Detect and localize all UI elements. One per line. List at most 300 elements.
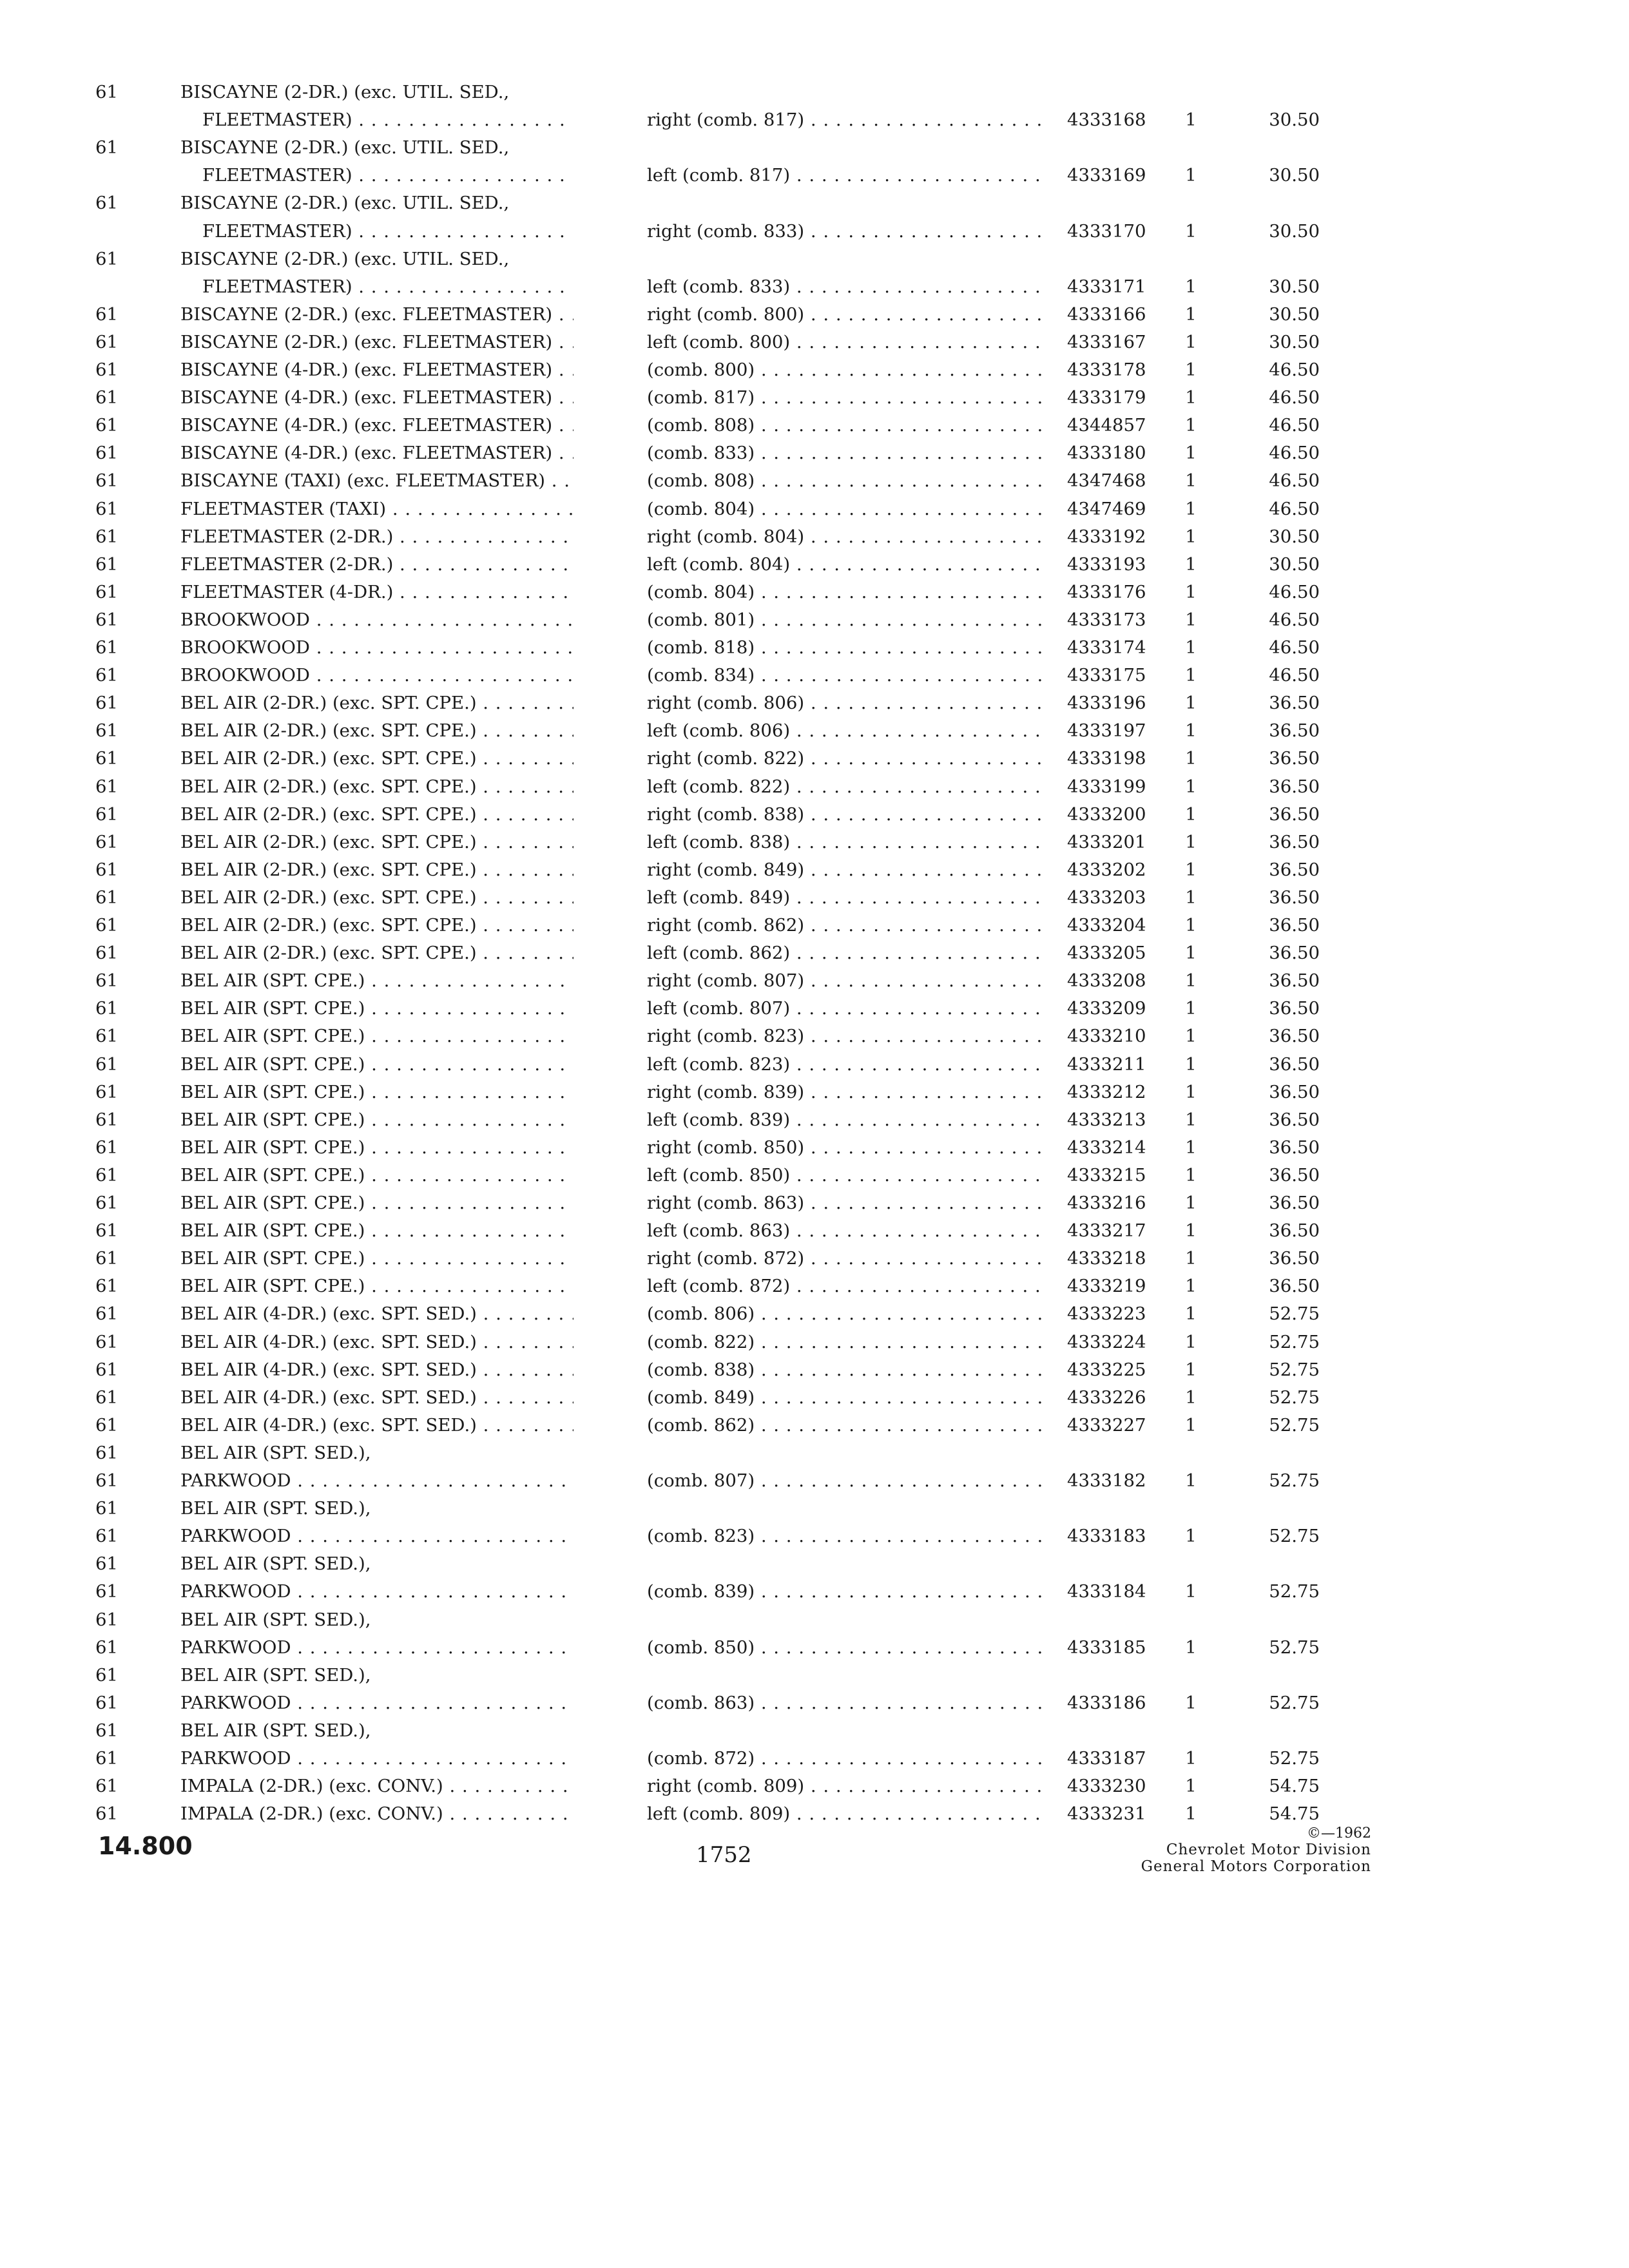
- price-cell: 46.50: [1269, 360, 1320, 380]
- description-cell: (comb. 817) . . .: [647, 384, 1041, 412]
- quantity-cell: 1: [1185, 1053, 1197, 1075]
- part-number-cell: 4333180: [1067, 443, 1146, 464]
- year-cell: 61: [95, 1387, 118, 1408]
- model-cell: BISCAYNE (4-DR.) (exc. FLEETMASTER) . . .: [180, 439, 574, 467]
- model-cell: BEL AIR (2-DR.) (exc. SPT. CPE.) . . .: [180, 912, 574, 939]
- quantity-cell: 1: [1185, 1776, 1197, 1797]
- price-cell: 46.50: [1269, 665, 1320, 686]
- model-cell: FLEETMASTER) . . .: [180, 162, 574, 189]
- table-row: [0, 773, 1629, 801]
- price-cell: 36.50: [1269, 1081, 1320, 1102]
- year-cell: 61: [95, 193, 118, 214]
- price-cell: 36.50: [1269, 1220, 1320, 1242]
- part-number-cell: 4333167: [1067, 331, 1146, 352]
- model-cell: BEL AIR (2-DR.) (exc. SPT. CPE.) . . .: [180, 801, 574, 829]
- table-row: [0, 218, 1629, 245]
- part-number-cell: 4333205: [1067, 943, 1146, 964]
- year-cell: 61: [95, 360, 118, 380]
- part-number-cell: 4347469: [1067, 498, 1146, 519]
- year-cell: 61: [95, 1193, 118, 1213]
- part-number-cell: 4333197: [1067, 720, 1146, 742]
- model-cell: BEL AIR (SPT. SED.),: [180, 1609, 371, 1630]
- model-cell: PARKWOOD . . .: [180, 1523, 574, 1550]
- quantity-cell: 1: [1185, 415, 1197, 436]
- model-cell: FLEETMASTER (4-DR.) . . .: [180, 579, 574, 606]
- table-row: [0, 884, 1629, 912]
- price-cell: 52.75: [1269, 1692, 1320, 1713]
- table-row: [0, 1550, 1629, 1578]
- quantity-cell: 1: [1185, 1220, 1197, 1242]
- year-cell: 61: [95, 943, 118, 964]
- quantity-cell: 1: [1185, 748, 1197, 769]
- table-row: [0, 939, 1629, 967]
- model-cell: BISCAYNE (TAXI) (exc. FLEETMASTER) . . .: [180, 467, 574, 495]
- price-cell: 54.75: [1269, 1803, 1320, 1825]
- table-row: [0, 1578, 1629, 1606]
- price-cell: 36.50: [1269, 915, 1320, 936]
- quantity-cell: 1: [1185, 1692, 1197, 1713]
- year-cell: 61: [95, 1220, 118, 1242]
- model-cell: BEL AIR (SPT. SED.),: [180, 1553, 371, 1575]
- part-number-cell: 4333211: [1067, 1053, 1146, 1075]
- part-number-cell: 4333225: [1067, 1359, 1146, 1380]
- model-cell: BEL AIR (SPT. CPE.) . . .: [180, 1162, 574, 1189]
- description-cell: right (comb. 849) . . .: [647, 856, 1041, 884]
- year-cell: 61: [95, 553, 118, 575]
- year-cell: 61: [95, 1609, 118, 1630]
- part-number-cell: 4333214: [1067, 1137, 1146, 1158]
- year-cell: 61: [95, 1026, 118, 1047]
- description-cell: right (comb. 863) . . .: [647, 1189, 1041, 1217]
- year-cell: 61: [95, 887, 118, 908]
- quantity-cell: 1: [1185, 1109, 1197, 1130]
- year-cell: 61: [95, 915, 118, 936]
- price-cell: 36.50: [1269, 1109, 1320, 1130]
- price-cell: 36.50: [1269, 998, 1320, 1019]
- quantity-cell: 1: [1185, 970, 1197, 992]
- model-cell: IMPALA (2-DR.) (exc. CONV.) . . .: [180, 1773, 574, 1800]
- description-cell: (comb. 808) . . .: [647, 467, 1041, 495]
- price-cell: 46.50: [1269, 470, 1320, 492]
- publisher-division: Chevrolet Motor Division: [1166, 1841, 1371, 1858]
- model-cell: BISCAYNE (2-DR.) (exc. FLEETMASTER) . . .: [180, 329, 574, 356]
- description-cell: (comb. 807) . . .: [647, 1467, 1041, 1495]
- description-cell: right (comb. 823) . . .: [647, 1023, 1041, 1050]
- quantity-cell: 1: [1185, 1359, 1197, 1380]
- year-cell: 61: [95, 720, 118, 742]
- copyright-notice: ©—1962: [1307, 1825, 1371, 1841]
- year-cell: 61: [95, 1526, 118, 1547]
- description-cell: left (comb. 823) . . .: [647, 1051, 1041, 1079]
- quantity-cell: 1: [1185, 1470, 1197, 1491]
- table-row: [0, 1079, 1629, 1106]
- quantity-cell: 1: [1185, 859, 1197, 880]
- description-cell: left (comb. 804) . . .: [647, 551, 1041, 579]
- price-cell: 36.50: [1269, 887, 1320, 908]
- year-cell: 61: [95, 1164, 118, 1186]
- model-cell: BEL AIR (SPT. CPE.) . . .: [180, 1245, 574, 1273]
- year-cell: 61: [95, 1081, 118, 1102]
- table-row: [0, 967, 1629, 995]
- part-number-cell: 4333186: [1067, 1692, 1146, 1713]
- model-cell: BROOKWOOD . . .: [180, 662, 574, 689]
- model-cell: IMPALA (2-DR.) (exc. CONV.) . . .: [180, 1800, 574, 1828]
- part-number-cell: 4333227: [1067, 1414, 1146, 1436]
- model-cell: BEL AIR (2-DR.) (exc. SPT. CPE.) . . .: [180, 856, 574, 884]
- description-cell: right (comb. 850) . . .: [647, 1134, 1041, 1162]
- model-cell: BEL AIR (2-DR.) (exc. SPT. CPE.) . . .: [180, 773, 574, 801]
- table-row: [0, 273, 1629, 301]
- part-number-cell: 4333212: [1067, 1081, 1146, 1102]
- model-cell: FLEETMASTER) . . .: [180, 218, 574, 245]
- quantity-cell: 1: [1185, 331, 1197, 352]
- model-cell: BISCAYNE (4-DR.) (exc. FLEETMASTER) . . .: [180, 356, 574, 384]
- table-row: [0, 1245, 1629, 1273]
- model-cell: BEL AIR (2-DR.) (exc. SPT. CPE.) . . .: [180, 689, 574, 717]
- part-number-cell: 4333179: [1067, 387, 1146, 408]
- model-cell: BEL AIR (SPT. SED.),: [180, 1442, 371, 1463]
- table-row: [0, 745, 1629, 773]
- price-cell: 36.50: [1269, 748, 1320, 769]
- quantity-cell: 1: [1185, 1748, 1197, 1769]
- table-row: [0, 1106, 1629, 1134]
- year-cell: 61: [95, 1581, 118, 1602]
- year-cell: 61: [95, 1720, 118, 1741]
- table-row: [0, 551, 1629, 579]
- table-row: [0, 79, 1629, 106]
- description-cell: right (comb. 800) . . .: [647, 301, 1041, 329]
- year-cell: 61: [95, 1498, 118, 1519]
- description-cell: left (comb. 817) . . .: [647, 162, 1041, 189]
- year-cell: 61: [95, 609, 118, 630]
- price-cell: 36.50: [1269, 831, 1320, 852]
- description-cell: (comb. 804) . . .: [647, 495, 1041, 523]
- description-cell: (comb. 849) . . .: [647, 1384, 1041, 1412]
- year-cell: 61: [95, 970, 118, 992]
- quantity-cell: 1: [1185, 387, 1197, 408]
- model-cell: BEL AIR (2-DR.) (exc. SPT. CPE.) . . .: [180, 829, 574, 856]
- quantity-cell: 1: [1185, 360, 1197, 380]
- description-cell: left (comb. 839) . . .: [647, 1106, 1041, 1134]
- table-row: [0, 1189, 1629, 1217]
- quantity-cell: 1: [1185, 1581, 1197, 1602]
- part-number-cell: 4333175: [1067, 665, 1146, 686]
- quantity-cell: 1: [1185, 803, 1197, 825]
- price-cell: 36.50: [1269, 1276, 1320, 1297]
- model-cell: BEL AIR (2-DR.) (exc. SPT. CPE.) . . .: [180, 745, 574, 773]
- year-cell: 61: [95, 1053, 118, 1075]
- part-number-cell: 4333218: [1067, 1248, 1146, 1269]
- table-row: [0, 829, 1629, 856]
- description-cell: (comb. 806) . . .: [647, 1300, 1041, 1328]
- table-row: [0, 1023, 1629, 1050]
- year-cell: 61: [95, 776, 118, 797]
- year-cell: 61: [95, 1442, 118, 1463]
- part-number-cell: 4333201: [1067, 831, 1146, 852]
- price-cell: 52.75: [1269, 1470, 1320, 1491]
- part-number-cell: 4333226: [1067, 1387, 1146, 1408]
- price-cell: 30.50: [1269, 526, 1320, 547]
- table-row: [0, 995, 1629, 1023]
- price-cell: 36.50: [1269, 1137, 1320, 1158]
- part-number-cell: 4333183: [1067, 1526, 1146, 1547]
- model-cell: BISCAYNE (2-DR.) (exc. UTIL. SED.,: [180, 137, 510, 159]
- part-number-cell: 4333213: [1067, 1109, 1146, 1130]
- model-cell: BEL AIR (4-DR.) (exc. SPT. SED.) . . .: [180, 1412, 574, 1439]
- year-cell: 61: [95, 1276, 118, 1297]
- table-row: [0, 1495, 1629, 1523]
- price-cell: 36.50: [1269, 859, 1320, 880]
- model-cell: BEL AIR (SPT. CPE.) . . .: [180, 1134, 574, 1162]
- table-row: [0, 1523, 1629, 1550]
- description-cell: left (comb. 872) . . .: [647, 1273, 1041, 1300]
- quantity-cell: 1: [1185, 165, 1197, 186]
- quantity-cell: 1: [1185, 581, 1197, 602]
- quantity-cell: 1: [1185, 498, 1197, 519]
- table-row: [0, 1300, 1629, 1328]
- description-cell: right (comb. 817) . . .: [647, 106, 1041, 134]
- model-cell: BEL AIR (2-DR.) (exc. SPT. CPE.) . . .: [180, 939, 574, 967]
- part-number-cell: 4333219: [1067, 1276, 1146, 1297]
- price-cell: 36.50: [1269, 1248, 1320, 1269]
- price-cell: 46.50: [1269, 415, 1320, 436]
- quantity-cell: 1: [1185, 1803, 1197, 1825]
- table-row: [0, 579, 1629, 606]
- table-row: [0, 1467, 1629, 1495]
- quantity-cell: 1: [1185, 1303, 1197, 1325]
- quantity-cell: 1: [1185, 110, 1197, 131]
- description-cell: (comb. 839) . . .: [647, 1578, 1041, 1606]
- price-cell: 30.50: [1269, 110, 1320, 131]
- price-cell: 36.50: [1269, 776, 1320, 797]
- part-number-cell: 4333223: [1067, 1303, 1146, 1325]
- description-cell: left (comb. 850) . . .: [647, 1162, 1041, 1189]
- part-number-cell: 4333174: [1067, 637, 1146, 658]
- table-row: [0, 1384, 1629, 1412]
- quantity-cell: 1: [1185, 915, 1197, 936]
- part-number-cell: 4333199: [1067, 776, 1146, 797]
- model-cell: BISCAYNE (2-DR.) (exc. UTIL. SED.,: [180, 248, 510, 269]
- part-number-cell: 4333184: [1067, 1581, 1146, 1602]
- quantity-cell: 1: [1185, 443, 1197, 464]
- part-number-cell: 4333192: [1067, 526, 1146, 547]
- model-cell: BEL AIR (SPT. CPE.) . . .: [180, 995, 574, 1023]
- price-cell: 36.50: [1269, 1164, 1320, 1186]
- description-cell: left (comb. 806) . . .: [647, 717, 1041, 745]
- description-cell: (comb. 834) . . .: [647, 662, 1041, 689]
- quantity-cell: 1: [1185, 303, 1197, 325]
- model-cell: BEL AIR (4-DR.) (exc. SPT. SED.) . . .: [180, 1329, 574, 1356]
- year-cell: 61: [95, 831, 118, 852]
- quantity-cell: 1: [1185, 665, 1197, 686]
- part-number-cell: 4333209: [1067, 998, 1146, 1019]
- quantity-cell: 1: [1185, 1164, 1197, 1186]
- model-cell: BEL AIR (4-DR.) (exc. SPT. SED.) . . .: [180, 1356, 574, 1384]
- part-number-cell: 4333166: [1067, 303, 1146, 325]
- price-cell: 36.50: [1269, 693, 1320, 714]
- model-cell: BISCAYNE (2-DR.) (exc. UTIL. SED.,: [180, 193, 510, 214]
- part-number-cell: 4333187: [1067, 1748, 1146, 1769]
- year-cell: 61: [95, 331, 118, 352]
- part-number-cell: 4333217: [1067, 1220, 1146, 1242]
- description-cell: (comb. 800) . . .: [647, 356, 1041, 384]
- description-cell: (comb. 838) . . .: [647, 1356, 1041, 1384]
- model-cell: BEL AIR (SPT. SED.),: [180, 1498, 371, 1519]
- part-number-cell: 4333185: [1067, 1637, 1146, 1658]
- price-cell: 46.50: [1269, 609, 1320, 630]
- price-cell: 52.75: [1269, 1637, 1320, 1658]
- part-number-cell: 4333171: [1067, 276, 1146, 297]
- price-cell: 30.50: [1269, 276, 1320, 297]
- description-cell: left (comb. 862) . . .: [647, 939, 1041, 967]
- year-cell: 61: [95, 1470, 118, 1491]
- table-row: [0, 662, 1629, 689]
- year-cell: 61: [95, 637, 118, 658]
- model-cell: BEL AIR (SPT. CPE.) . . .: [180, 1106, 574, 1134]
- description-cell: (comb. 804) . . .: [647, 579, 1041, 606]
- description-cell: left (comb. 833) . . .: [647, 273, 1041, 301]
- quantity-cell: 1: [1185, 887, 1197, 908]
- price-cell: 36.50: [1269, 1053, 1320, 1075]
- table-row: [0, 1634, 1629, 1662]
- description-cell: (comb. 833) . . .: [647, 439, 1041, 467]
- year-cell: 61: [95, 859, 118, 880]
- year-cell: 61: [95, 526, 118, 547]
- model-cell: BEL AIR (SPT. CPE.) . . .: [180, 1079, 574, 1106]
- model-cell: BEL AIR (2-DR.) (exc. SPT. CPE.) . . .: [180, 717, 574, 745]
- model-cell: BISCAYNE (4-DR.) (exc. FLEETMASTER) . . .: [180, 384, 574, 412]
- quantity-cell: 1: [1185, 220, 1197, 242]
- price-cell: 52.75: [1269, 1331, 1320, 1352]
- model-cell: BISCAYNE (2-DR.) (exc. UTIL. SED.,: [180, 82, 510, 102]
- quantity-cell: 1: [1185, 470, 1197, 492]
- price-cell: 52.75: [1269, 1387, 1320, 1408]
- description-cell: left (comb. 809) . . .: [647, 1800, 1041, 1828]
- quantity-cell: 1: [1185, 1387, 1197, 1408]
- description-cell: right (comb. 838) . . .: [647, 801, 1041, 829]
- quantity-cell: 1: [1185, 720, 1197, 742]
- table-row: [0, 523, 1629, 551]
- year-cell: 61: [95, 1331, 118, 1352]
- part-number-cell: 4333200: [1067, 803, 1146, 825]
- quantity-cell: 1: [1185, 1026, 1197, 1047]
- part-number-cell: 4333203: [1067, 887, 1146, 908]
- publisher-corporation: General Motors Corporation: [1141, 1858, 1371, 1875]
- model-cell: PARKWOOD . . .: [180, 1578, 574, 1606]
- model-cell: PARKWOOD . . .: [180, 1689, 574, 1717]
- description-cell: left (comb. 800) . . .: [647, 329, 1041, 356]
- year-cell: 61: [95, 1664, 118, 1686]
- quantity-cell: 1: [1185, 1137, 1197, 1158]
- table-row: [0, 856, 1629, 884]
- table-row: [0, 106, 1629, 134]
- price-cell: 52.75: [1269, 1414, 1320, 1436]
- table-row: [0, 801, 1629, 829]
- table-row: [0, 1217, 1629, 1245]
- table-row: [0, 1800, 1629, 1828]
- description-cell: (comb. 862) . . .: [647, 1412, 1041, 1439]
- quantity-cell: 1: [1185, 1276, 1197, 1297]
- quantity-cell: 1: [1185, 776, 1197, 797]
- year-cell: 61: [95, 1803, 118, 1825]
- table-row: [0, 134, 1629, 162]
- year-cell: 61: [95, 748, 118, 769]
- table-row: [0, 1134, 1629, 1162]
- model-cell: BEL AIR (4-DR.) (exc. SPT. SED.) . . .: [180, 1300, 574, 1328]
- year-cell: 61: [95, 498, 118, 519]
- year-cell: 61: [95, 248, 118, 269]
- page-number: 1752: [696, 1842, 752, 1868]
- price-cell: 46.50: [1269, 443, 1320, 464]
- year-cell: 61: [95, 82, 118, 102]
- price-cell: 52.75: [1269, 1581, 1320, 1602]
- year-cell: 61: [95, 1359, 118, 1380]
- price-cell: 46.50: [1269, 387, 1320, 408]
- description-cell: (comb. 823) . . .: [647, 1523, 1041, 1550]
- quantity-cell: 1: [1185, 637, 1197, 658]
- model-cell: BEL AIR (2-DR.) (exc. SPT. CPE.) . . .: [180, 884, 574, 912]
- table-row: [0, 1717, 1629, 1745]
- price-cell: 30.50: [1269, 220, 1320, 242]
- part-number-cell: 4333204: [1067, 915, 1146, 936]
- price-cell: 52.75: [1269, 1303, 1320, 1325]
- table-row: [0, 301, 1629, 329]
- table-row: [0, 384, 1629, 412]
- model-cell: FLEETMASTER (2-DR.) . . .: [180, 523, 574, 551]
- table-row: [0, 467, 1629, 495]
- table-row: [0, 162, 1629, 189]
- model-cell: FLEETMASTER (2-DR.) . . .: [180, 551, 574, 579]
- model-cell: FLEETMASTER) . . .: [180, 273, 574, 301]
- table-row: [0, 245, 1629, 273]
- year-cell: 61: [95, 665, 118, 686]
- description-cell: (comb. 801) . . .: [647, 606, 1041, 634]
- quantity-cell: 1: [1185, 276, 1197, 297]
- year-cell: 61: [95, 581, 118, 602]
- section-number: 14.800: [98, 1832, 193, 1860]
- table-row: [0, 1412, 1629, 1439]
- year-cell: 61: [95, 803, 118, 825]
- table-row: [0, 606, 1629, 634]
- model-cell: BEL AIR (SPT. CPE.) . . .: [180, 1023, 574, 1050]
- price-cell: 36.50: [1269, 720, 1320, 742]
- year-cell: 61: [95, 1553, 118, 1575]
- table-row: [0, 1329, 1629, 1356]
- price-cell: 30.50: [1269, 165, 1320, 186]
- part-number-cell: 4333198: [1067, 748, 1146, 769]
- description-cell: left (comb. 807) . . .: [647, 995, 1041, 1023]
- part-number-cell: 4347468: [1067, 470, 1146, 492]
- table-row: [0, 1606, 1629, 1634]
- price-cell: 52.75: [1269, 1359, 1320, 1380]
- price-cell: 46.50: [1269, 581, 1320, 602]
- table-row: [0, 912, 1629, 939]
- year-cell: 61: [95, 137, 118, 159]
- table-row: [0, 495, 1629, 523]
- year-cell: 61: [95, 470, 118, 492]
- part-number-cell: 4333208: [1067, 970, 1146, 992]
- description-cell: left (comb. 838) . . .: [647, 829, 1041, 856]
- part-number-cell: 4333231: [1067, 1803, 1146, 1825]
- quantity-cell: 1: [1185, 609, 1197, 630]
- price-cell: 30.50: [1269, 331, 1320, 352]
- table-row: [0, 1162, 1629, 1189]
- table-row: [0, 634, 1629, 662]
- table-row: [0, 329, 1629, 356]
- quantity-cell: 1: [1185, 1193, 1197, 1213]
- part-number-cell: 4333182: [1067, 1470, 1146, 1491]
- model-cell: PARKWOOD . . .: [180, 1467, 574, 1495]
